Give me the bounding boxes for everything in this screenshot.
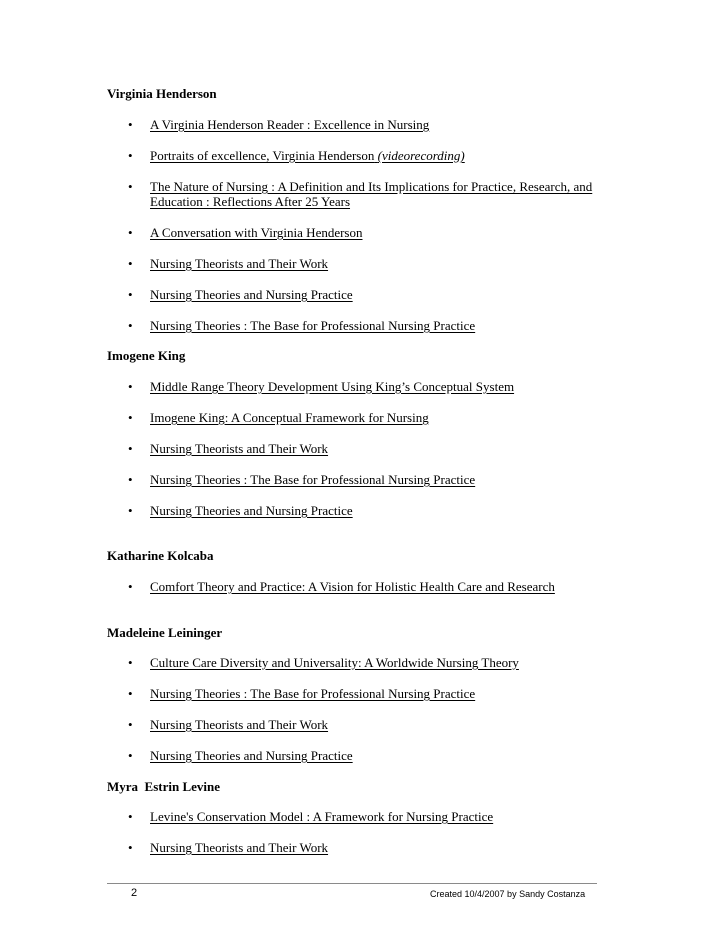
- list-item: [150, 655, 605, 670]
- section-heading-myra-estrin-levine: Myra Estrin Levine: [107, 779, 221, 794]
- reference-link[interactable]: Nursing Theorists and Their Work: [150, 717, 329, 732]
- section-heading-imogene-king: Imogene King: [107, 348, 186, 363]
- bullet-icon: •: [128, 225, 133, 240]
- list-item: [150, 840, 605, 855]
- bullet-icon: •: [128, 503, 133, 518]
- reference-link[interactable]: The Nature of Nursing : A Definition and Its Implications for Practice, Research, and Education : Reflections After 25 Years: [150, 179, 593, 209]
- reference-link[interactable]: Middle Range Theory Development Using King’s Conceptual System: [150, 379, 515, 394]
- list-item: [150, 809, 605, 824]
- list-item: [150, 318, 605, 333]
- bullet-icon: •: [128, 809, 133, 824]
- bullet-icon: •: [128, 717, 133, 732]
- bullet-icon: •: [128, 179, 133, 194]
- media-type-note: (videorecording): [377, 148, 465, 163]
- list-item: [150, 117, 605, 132]
- bullet-icon: •: [128, 318, 133, 333]
- reference-link[interactable]: Comfort Theory and Practice: A Vision for Holistic Health Care and Research: [150, 579, 555, 594]
- reference-link[interactable]: Nursing Theorists and Their Work: [150, 256, 329, 271]
- list-item: [150, 179, 605, 209]
- reference-link[interactable]: Imogene King: A Conceptual Framework for Nursing: [150, 410, 429, 425]
- bullet-icon: •: [128, 287, 133, 302]
- list-item: [150, 148, 605, 163]
- list-item: [150, 225, 605, 240]
- list-item: [150, 503, 605, 518]
- list-item: [150, 441, 605, 456]
- list-item: [150, 717, 605, 732]
- list-item: [150, 379, 605, 394]
- bullet-icon: •: [128, 441, 133, 456]
- reference-title: Portraits of excellence, Virginia Henderson: [150, 148, 375, 163]
- list-item: [150, 256, 605, 271]
- list-item: [150, 472, 605, 487]
- reference-link[interactable]: Levine's Conservation Model : A Framework for Nursing Practice: [150, 809, 494, 824]
- reference-link[interactable]: Culture Care Diversity and Universality: A Worldwide Nursing Theory: [150, 655, 519, 670]
- footer-divider: [107, 883, 597, 884]
- created-by-note: Created 10/4/2007 by Sandy Costanza: [430, 889, 586, 899]
- reference-link[interactable]: [150, 148, 465, 163]
- bullet-icon: •: [128, 256, 133, 271]
- reference-link[interactable]: Nursing Theories and Nursing Practice: [150, 503, 353, 518]
- bullet-icon: •: [128, 410, 133, 425]
- bullet-icon: •: [128, 379, 133, 394]
- bullet-icon: •: [128, 148, 133, 163]
- reference-link[interactable]: Nursing Theories : The Base for Professional Nursing Practice: [150, 472, 476, 487]
- list-item: [150, 748, 605, 763]
- bullet-icon: •: [128, 686, 133, 701]
- bullet-icon: •: [128, 579, 133, 594]
- page-number: 2: [131, 887, 138, 899]
- reference-link[interactable]: Nursing Theories and Nursing Practice: [150, 748, 353, 763]
- list-item: [150, 410, 605, 425]
- bullet-icon: •: [128, 655, 133, 670]
- list-item: [150, 287, 605, 302]
- reference-link[interactable]: Nursing Theorists and Their Work: [150, 441, 329, 456]
- reference-link[interactable]: A Conversation with Virginia Henderson: [150, 225, 363, 240]
- reference-link[interactable]: A Virginia Henderson Reader : Excellence in Nursing: [150, 117, 430, 132]
- reference-link[interactable]: Nursing Theorists and Their Work: [150, 840, 329, 855]
- list-item: [150, 579, 605, 594]
- bullet-icon: •: [128, 748, 133, 763]
- bullet-icon: •: [128, 840, 133, 855]
- reference-link[interactable]: Nursing Theories : The Base for Professional Nursing Practice: [150, 686, 476, 701]
- bullet-icon: •: [128, 117, 133, 132]
- section-heading-madeleine-leininger: Madeleine Leininger: [107, 625, 223, 640]
- bullet-icon: •: [128, 472, 133, 487]
- section-heading-katharine-kolcaba: Katharine Kolcaba: [107, 548, 214, 563]
- list-item: [150, 686, 605, 701]
- reference-link[interactable]: Nursing Theories and Nursing Practice: [150, 287, 353, 302]
- reference-link[interactable]: Nursing Theories : The Base for Professional Nursing Practice: [150, 318, 476, 333]
- section-heading-virginia-henderson: Virginia Henderson: [107, 86, 217, 101]
